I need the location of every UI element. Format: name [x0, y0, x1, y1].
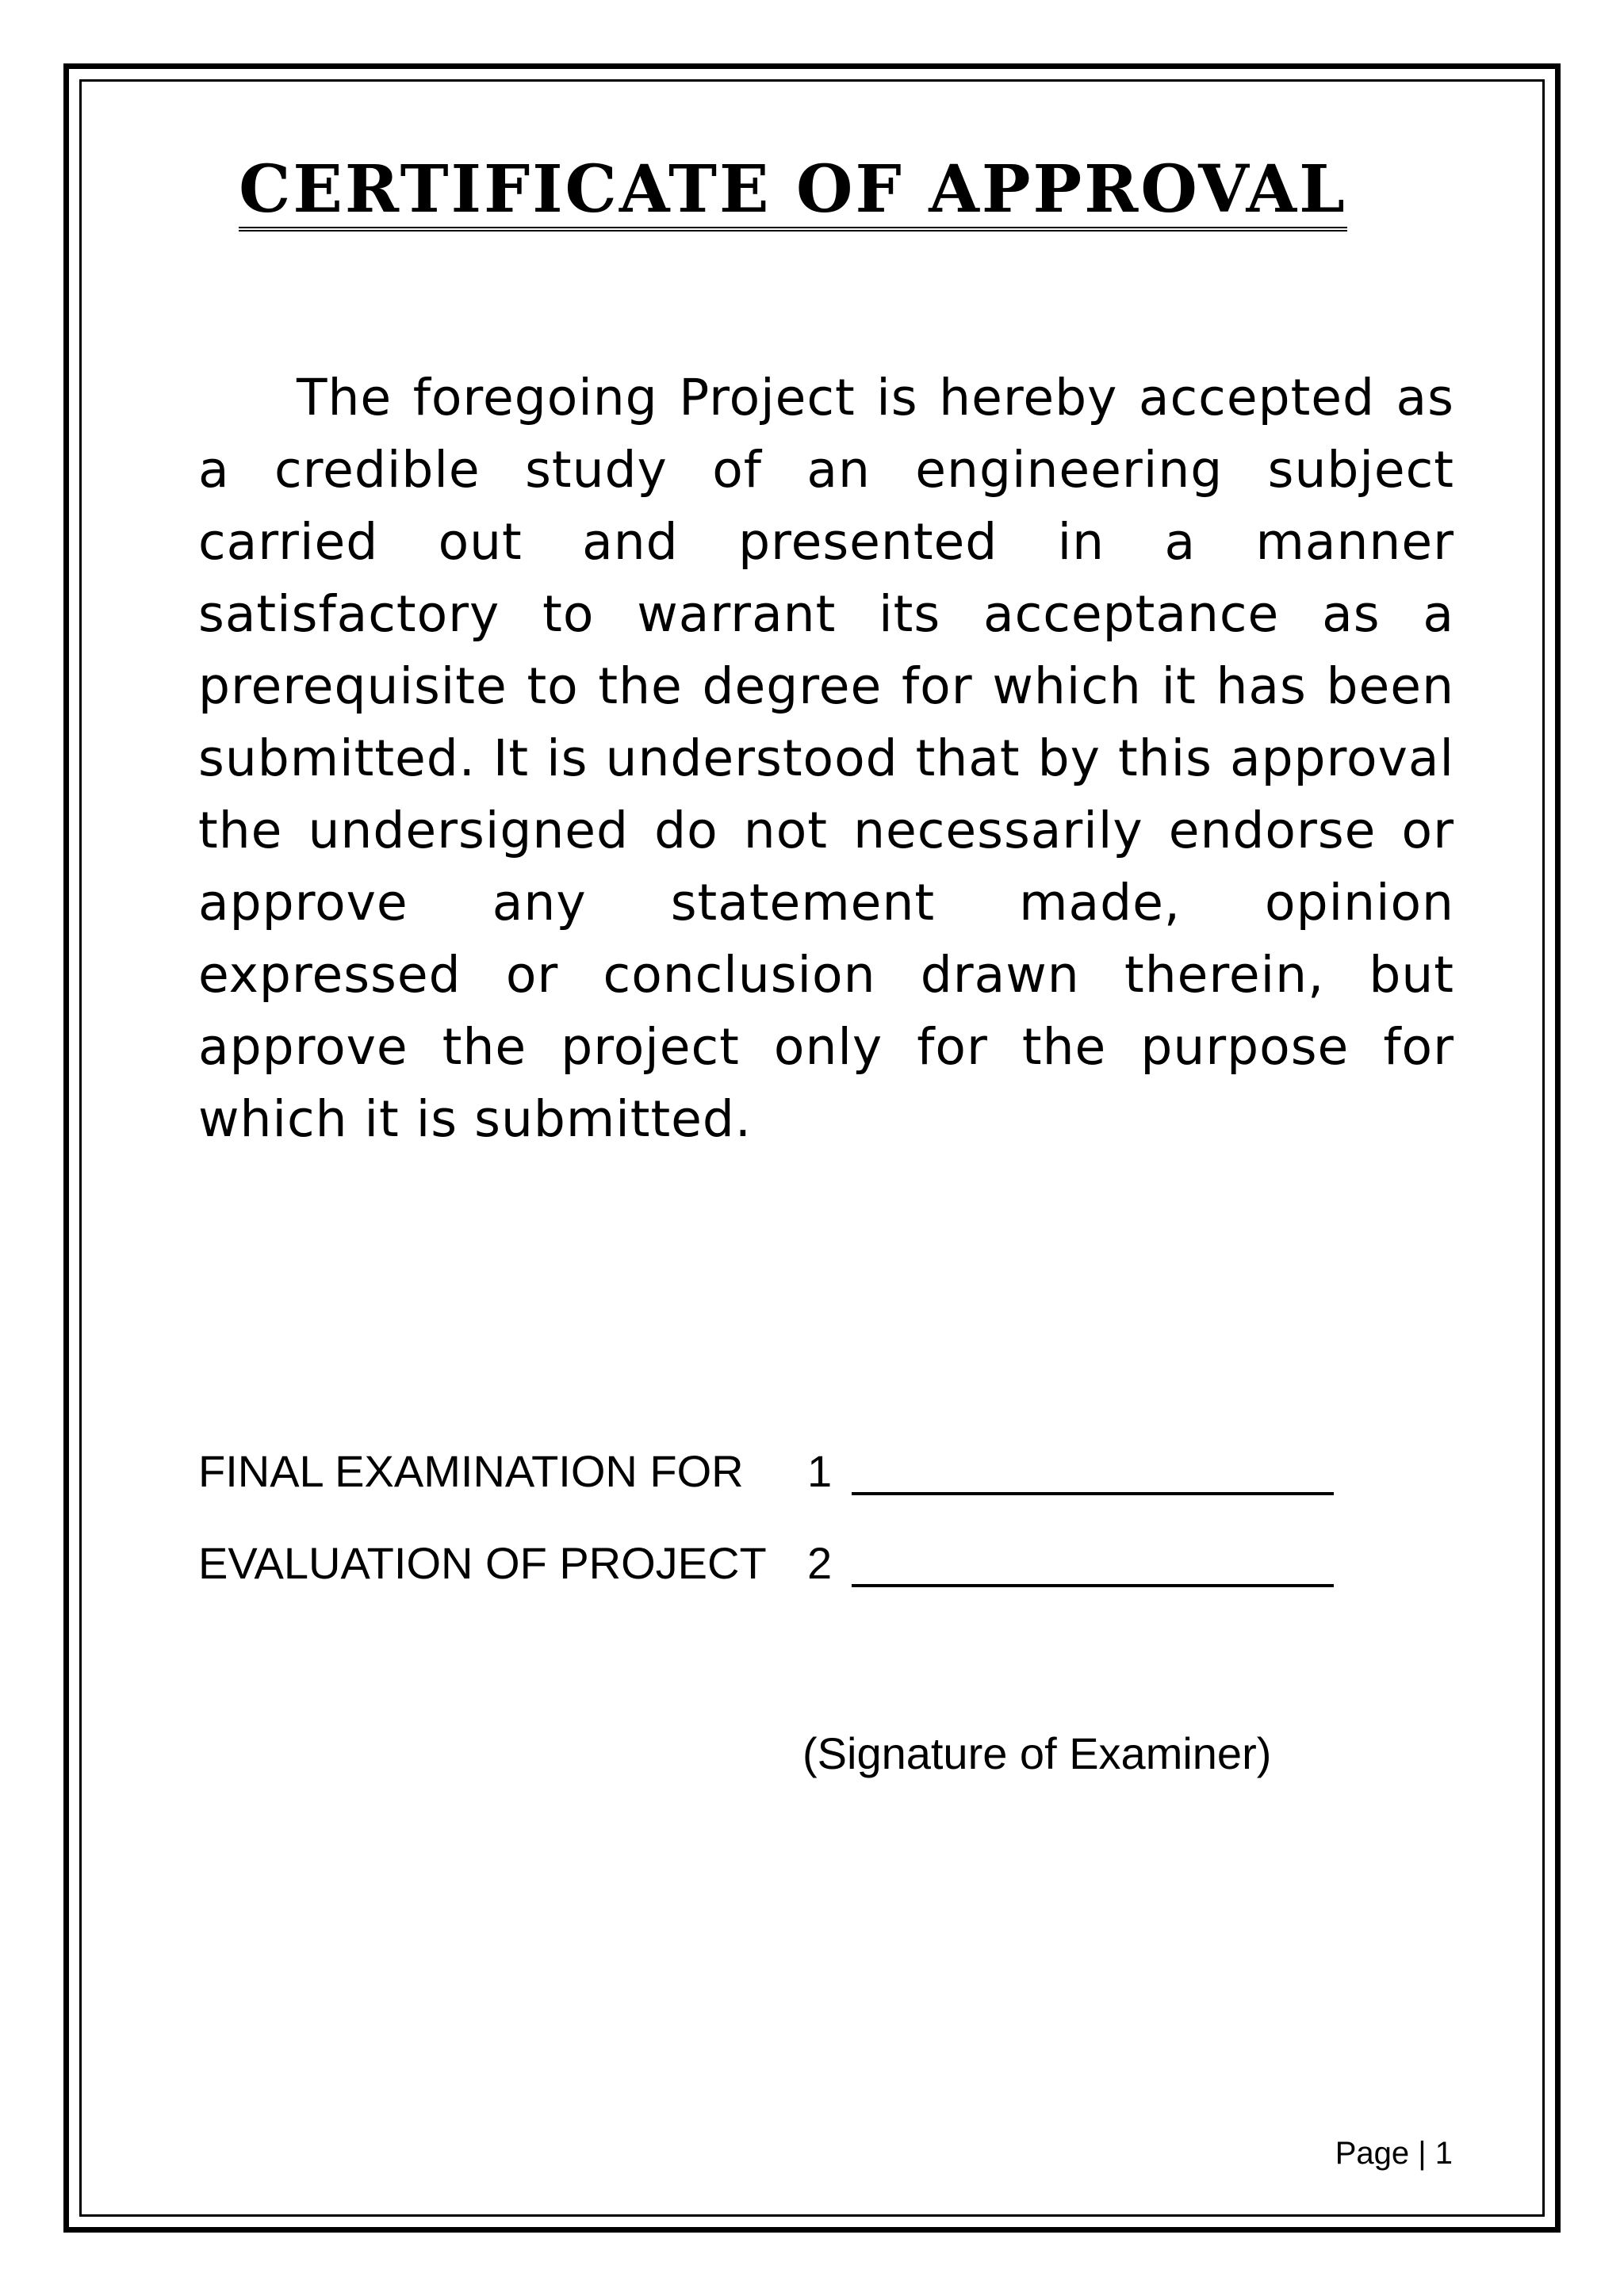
certificate-title: CERTIFICATE OF APPROVAL [239, 157, 1347, 232]
examiner-row-label: FINAL EXAMINATION FOR [198, 1446, 744, 1496]
certificate-body-text: The foregoing Project is hereby accepted as a credible study of an engineering subject carried out and presented in a manner satisfactory to warrant its acceptance as a prerequisite to the degree for which it has been submitted. It is understood that by this approval the undersigned do not necessarily endorse or approve any statement made, opinion expressed or conclusion drawn therein, but approve the project only for the purpose for which it is submitted. [198, 369, 1454, 1148]
examiner-row-number: 1 [807, 1446, 833, 1496]
page-number: Page | 1 [1335, 2136, 1453, 2171]
examiner-row-1 [198, 1440, 1356, 1503]
signature-line [852, 1492, 1334, 1495]
examiner-row-2 [198, 1532, 1356, 1595]
examiner-row-label: EVALUATION OF PROJECT [198, 1538, 767, 1588]
certificate-title-container [0, 151, 1586, 232]
examiner-row-number: 2 [807, 1538, 833, 1588]
signature-line [852, 1584, 1334, 1587]
signature-caption: (Signature of Examiner) [802, 1728, 1272, 1778]
